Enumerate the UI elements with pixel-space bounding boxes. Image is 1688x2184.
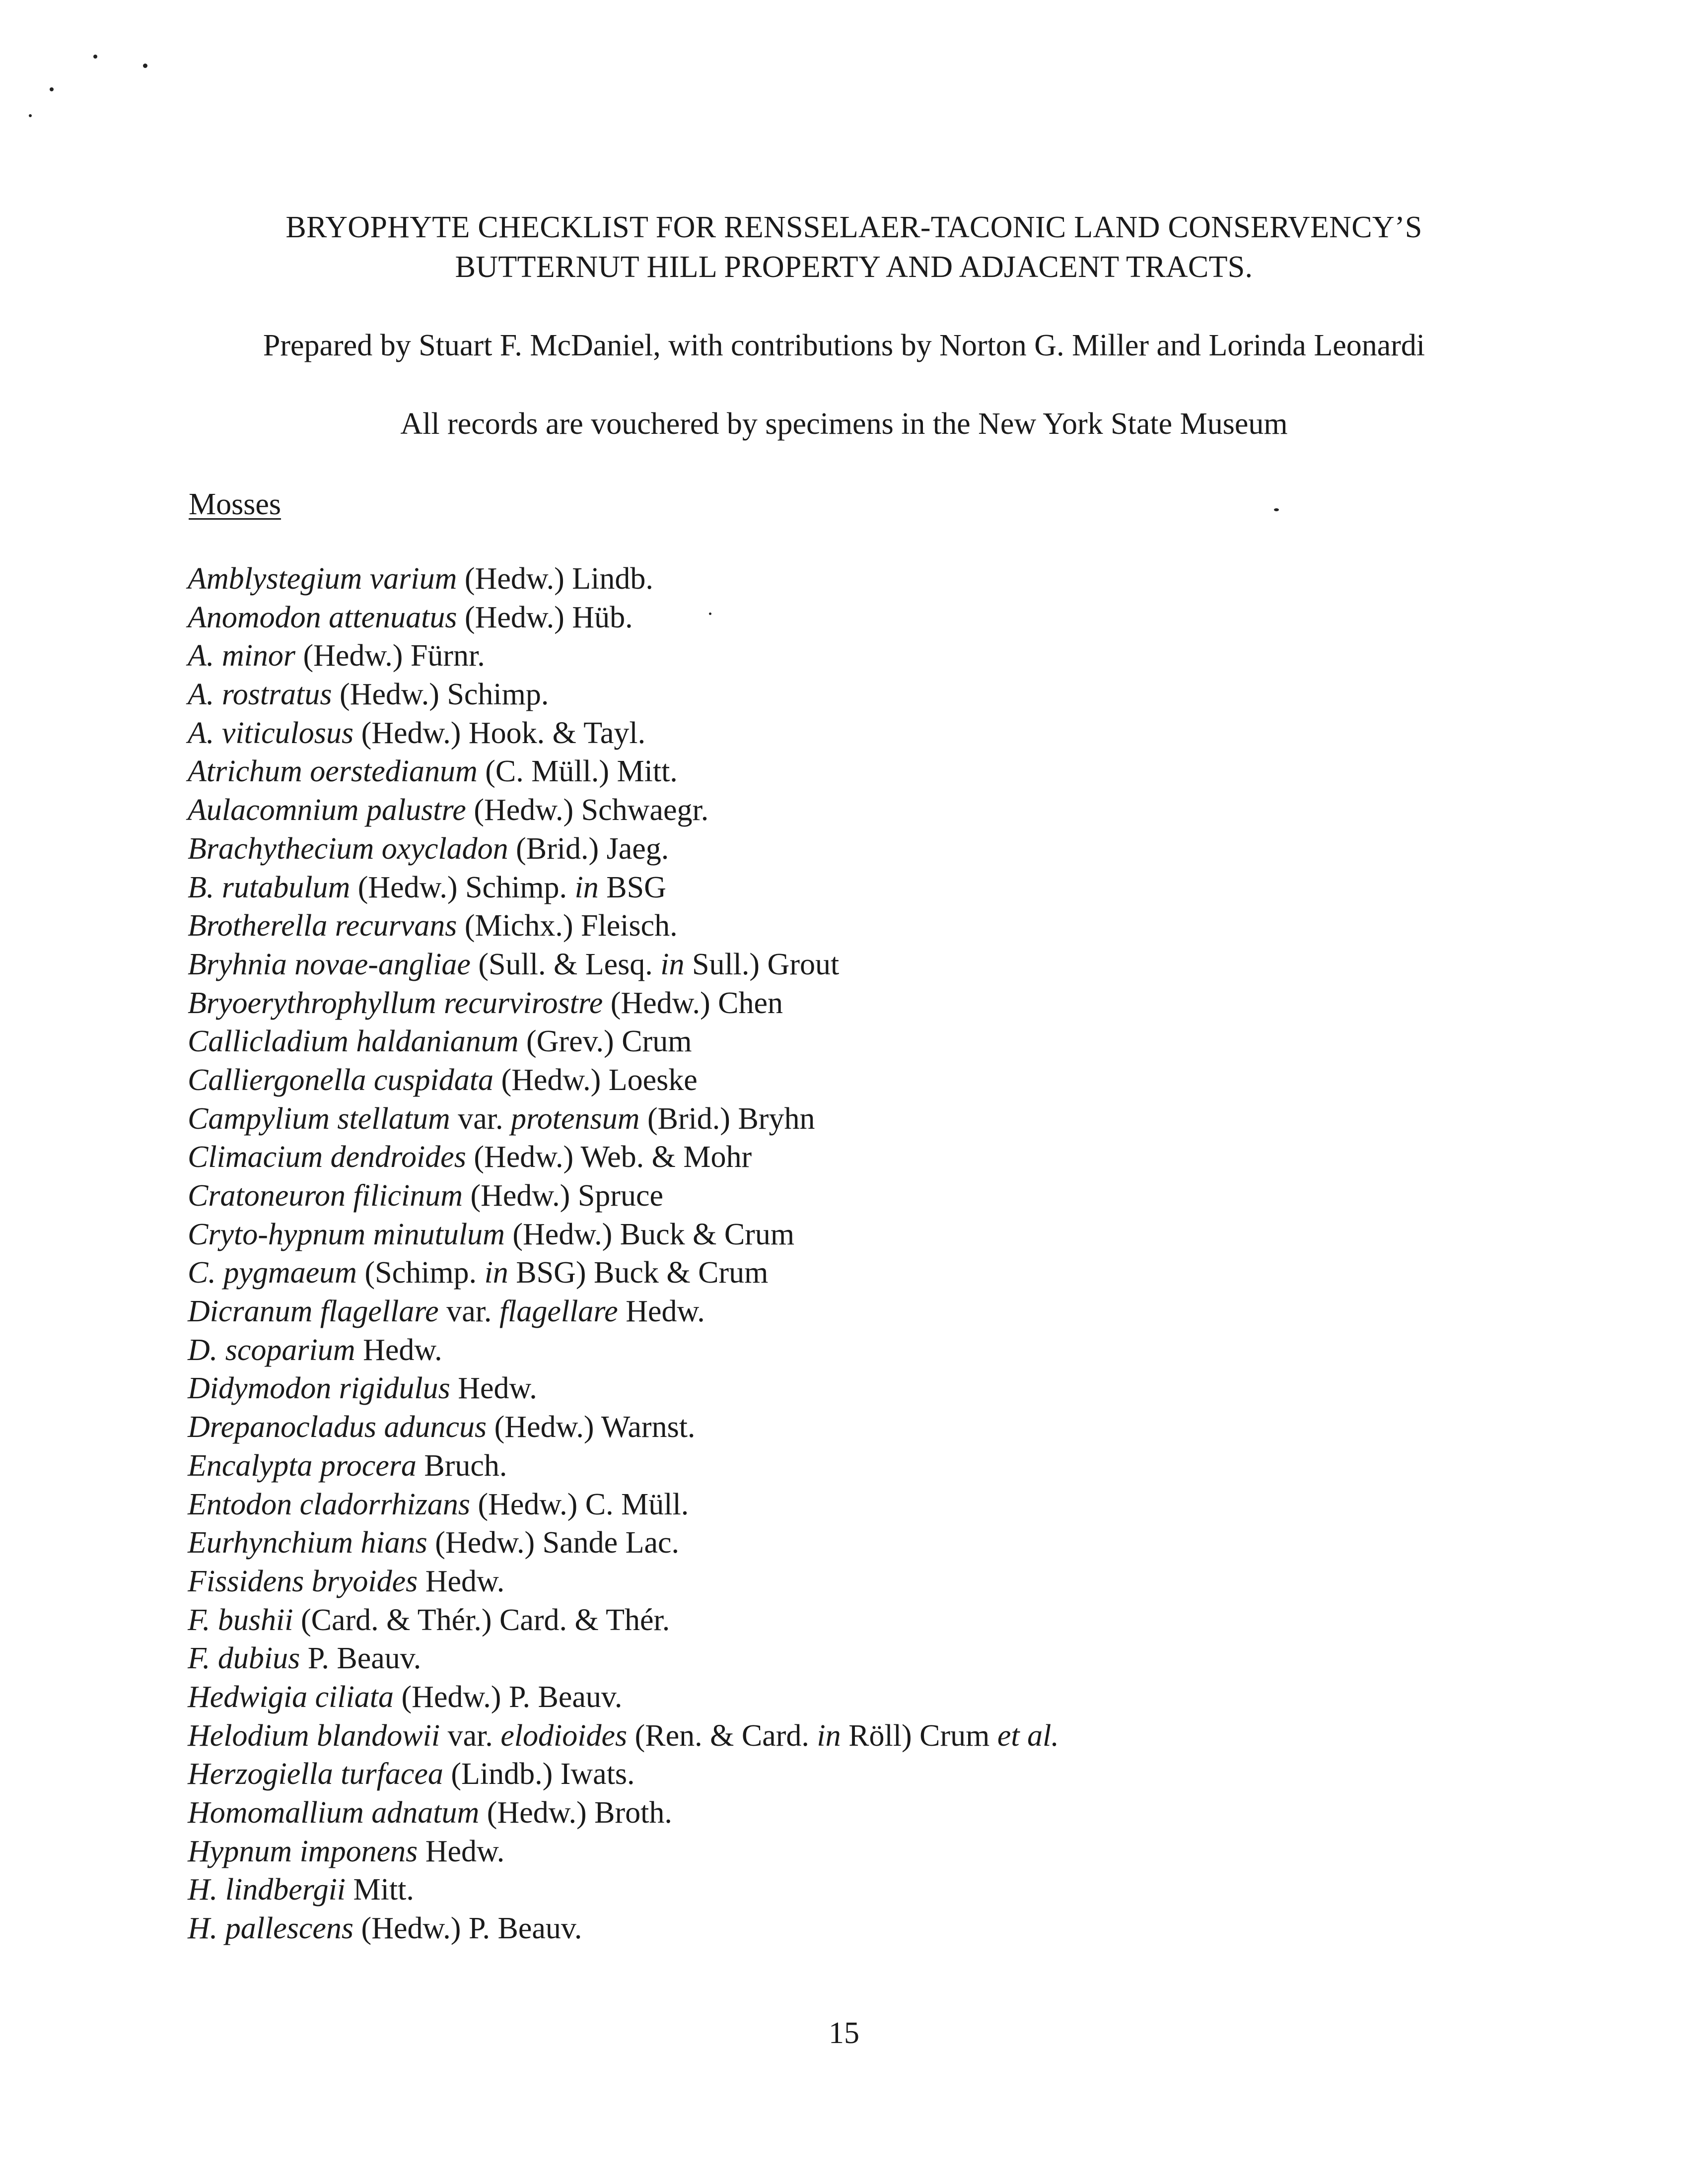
species-italic-text: Cryto-hypnum minutulum xyxy=(188,1217,505,1251)
species-italic-text: Hedwigia ciliata xyxy=(188,1680,394,1714)
species-author-text: Hedw. xyxy=(355,1333,442,1367)
species-italic-text: Callicladium haldanianum xyxy=(188,1024,519,1059)
species-entry xyxy=(188,1717,1528,1756)
species-entry xyxy=(188,599,1528,637)
species-author-text: (Hedw.) P. Beauv. xyxy=(394,1680,623,1714)
species-italic-text: A. minor xyxy=(188,639,295,673)
section-heading-mosses: Mosses xyxy=(189,487,281,521)
species-author-text: (Hedw.) P. Beauv. xyxy=(353,1911,582,1946)
title-line: BRYOPHYTE CHECKLIST FOR RENSSELAER-TACONIC LAND CONSERVENCY’S xyxy=(285,210,1422,244)
voucher-note: All records are vouchered by specimens in the New York State Museum xyxy=(400,407,1288,441)
species-italic-text: Bryoerythrophyllum recurvirostre xyxy=(188,986,603,1020)
species-author-text: (Hedw.) Web. & Mohr xyxy=(466,1140,752,1174)
species-italic-text: Atrichum oerstedianum xyxy=(188,754,478,789)
species-author-text: Hedw. xyxy=(618,1295,705,1329)
species-author-text: (Hedw.) Schimp. xyxy=(350,870,575,904)
species-author-text: Röll) Crum xyxy=(841,1718,997,1753)
species-entry xyxy=(188,1023,1528,1061)
species-italic-text: A. rostratus xyxy=(188,678,332,712)
scan-speck xyxy=(29,114,32,117)
species-italic-text: C. pygmaeum xyxy=(188,1256,357,1290)
species-italic-text: Brotherella recurvans xyxy=(188,909,457,943)
species-italic-text: B. rutabulum xyxy=(188,870,351,904)
species-author-text: (Ren. & Card. xyxy=(627,1718,817,1753)
scan-speck xyxy=(1274,508,1279,511)
species-entry xyxy=(188,1563,1528,1601)
species-author-text: BSG xyxy=(598,870,666,904)
species-italic-text: Amblystegium varium xyxy=(188,562,457,596)
species-author-text: Hedw. xyxy=(418,1834,505,1868)
title-line: BUTTERNUT HILL PROPERTY AND ADJACENT TRACTS. xyxy=(455,250,1253,284)
species-author-text: (Lindb.) Iwats. xyxy=(443,1757,635,1791)
species-entry xyxy=(188,1639,1528,1678)
species-italic-text: in xyxy=(574,870,599,904)
species-author-text: (Hedw.) Lindb. xyxy=(457,562,653,596)
species-author-text: var. xyxy=(438,1295,499,1329)
species-author-text: (Hedw.) Spruce xyxy=(462,1179,663,1213)
species-italic-text: et al. xyxy=(997,1718,1059,1753)
species-italic-text: H. pallescens xyxy=(188,1911,354,1946)
species-entry xyxy=(188,1601,1528,1640)
page-number: 15 xyxy=(829,2016,859,2050)
species-entry xyxy=(188,1293,1528,1331)
species-entry xyxy=(188,1755,1528,1794)
species-italic-text: Eurhynchium hians xyxy=(188,1526,427,1560)
species-list xyxy=(188,560,1528,1948)
species-author-text: Hedw. xyxy=(418,1564,505,1598)
species-author-text: (Grev.) Crum xyxy=(518,1024,692,1059)
species-author-text: (Sull. & Lesq. xyxy=(470,947,661,981)
species-entry xyxy=(188,1369,1528,1408)
scan-speck xyxy=(143,64,147,68)
species-italic-text: Aulacomnium palustre xyxy=(188,793,466,827)
species-author-text: (Hedw.) Loeske xyxy=(493,1063,698,1097)
species-entry xyxy=(188,637,1528,676)
species-entry xyxy=(188,1177,1528,1216)
species-author-text: (Brid.) Bryhn xyxy=(639,1101,815,1136)
species-author-text: (Brid.) Jaeg. xyxy=(508,831,669,866)
species-entry xyxy=(188,1100,1528,1139)
species-italic-text: Bryhnia novae-angliae xyxy=(188,947,471,981)
species-entry xyxy=(188,676,1528,714)
species-italic-text: protensum xyxy=(510,1101,640,1136)
species-author-text: (Hedw.) Warnst. xyxy=(487,1410,696,1444)
species-entry xyxy=(188,907,1528,946)
species-italic-text: Fissidens bryoides xyxy=(188,1564,418,1598)
species-author-text: var. xyxy=(440,1718,501,1753)
species-entry xyxy=(188,1910,1528,1948)
species-author-text: (Hedw.) C. Müll. xyxy=(470,1487,689,1521)
species-entry xyxy=(188,984,1528,1023)
species-author-text: Bruch. xyxy=(416,1448,507,1483)
species-entry xyxy=(188,1524,1528,1563)
species-entry xyxy=(188,560,1528,599)
species-entry xyxy=(188,1408,1528,1447)
species-author-text: (Hedw.) Hüb. xyxy=(457,600,633,634)
species-author-text: (Michx.) Fleisch. xyxy=(457,909,678,943)
species-italic-text: Campylium stellatum xyxy=(188,1101,450,1136)
species-author-text: Hedw. xyxy=(450,1371,537,1406)
species-author-text: BSG) Buck & Crum xyxy=(508,1256,769,1290)
species-entry xyxy=(188,1794,1528,1833)
species-italic-text: H. lindbergii xyxy=(188,1873,346,1907)
species-author-text: (Hedw.) Buck & Crum xyxy=(504,1217,795,1251)
species-italic-text: Brachythecium oxycladon xyxy=(188,831,508,866)
species-author-text: (Schimp. xyxy=(356,1256,485,1290)
species-italic-text: Climacium dendroides xyxy=(188,1140,466,1174)
species-entry xyxy=(188,1447,1528,1486)
species-entry xyxy=(188,869,1528,907)
species-author-text: Sull.) Grout xyxy=(684,947,840,981)
species-italic-text: Entodon cladorrhizans xyxy=(188,1487,470,1521)
species-italic-text: Drepanocladus aduncus xyxy=(188,1410,487,1444)
species-italic-text: in xyxy=(660,947,685,981)
species-italic-text: Dicranum flagellare xyxy=(188,1295,439,1329)
species-entry xyxy=(188,946,1528,984)
species-italic-text: elodioides xyxy=(500,1718,628,1753)
scan-speck xyxy=(50,87,54,91)
species-entry xyxy=(188,714,1528,753)
species-author-text: Mitt. xyxy=(346,1873,414,1907)
species-italic-text: Cratoneuron filicinum xyxy=(188,1179,463,1213)
species-author-text: var. xyxy=(450,1101,511,1136)
species-italic-text: in xyxy=(484,1256,508,1290)
species-entry xyxy=(188,830,1528,869)
species-author-text: (Hedw.) Broth. xyxy=(479,1796,672,1830)
species-entry xyxy=(188,1871,1528,1910)
species-italic-text: Encalypta procera xyxy=(188,1448,417,1483)
species-entry xyxy=(188,1678,1528,1717)
species-italic-text: F. dubius xyxy=(188,1641,300,1676)
species-author-text: (C. Müll.) Mitt. xyxy=(477,754,678,789)
species-author-text: (Hedw.) Hook. & Tayl. xyxy=(353,716,646,750)
species-italic-text: Didymodon rigidulus xyxy=(188,1371,450,1406)
species-italic-text: F. bushii xyxy=(188,1603,293,1637)
species-entry xyxy=(188,791,1528,830)
species-italic-text: A. viticulosus xyxy=(188,716,354,750)
species-entry xyxy=(188,1061,1528,1100)
species-italic-text: in xyxy=(817,1718,841,1753)
species-author-text: P. Beauv. xyxy=(300,1641,422,1676)
species-italic-text: flagellare xyxy=(499,1295,618,1329)
species-entry xyxy=(188,1216,1528,1254)
species-entry xyxy=(188,1331,1528,1370)
species-entry xyxy=(188,1833,1528,1871)
document-title xyxy=(0,207,1688,287)
species-author-text: (Hedw.) Schimp. xyxy=(332,678,549,712)
species-author-text: (Hedw.) Sande Lac. xyxy=(427,1526,680,1560)
species-italic-text: D. scoparium xyxy=(188,1333,355,1367)
species-author-text: (Hedw.) Schwaegr. xyxy=(466,793,709,827)
species-author-text: (Hedw.) Chen xyxy=(603,986,783,1020)
species-entry xyxy=(188,1254,1528,1293)
scan-speck xyxy=(93,55,97,59)
species-italic-text: Hypnum imponens xyxy=(188,1834,418,1868)
species-italic-text: Herzogiella turfacea xyxy=(188,1757,443,1791)
byline: Prepared by Stuart F. McDaniel, with contributions by Norton G. Miller and Lorinda Leonardi xyxy=(263,329,1425,362)
species-italic-text: Anomodon attenuatus xyxy=(188,600,457,634)
species-author-text: (Hedw.) Fürnr. xyxy=(295,639,485,673)
species-italic-text: Helodium blandowii xyxy=(188,1718,440,1753)
species-entry xyxy=(188,1138,1528,1177)
species-author-text: (Card. & Thér.) Card. & Thér. xyxy=(293,1603,670,1637)
species-italic-text: Calliergonella cuspidata xyxy=(188,1063,493,1097)
species-italic-text: Homomallium adnatum xyxy=(188,1796,480,1830)
species-entry xyxy=(188,752,1528,791)
species-entry xyxy=(188,1486,1528,1524)
